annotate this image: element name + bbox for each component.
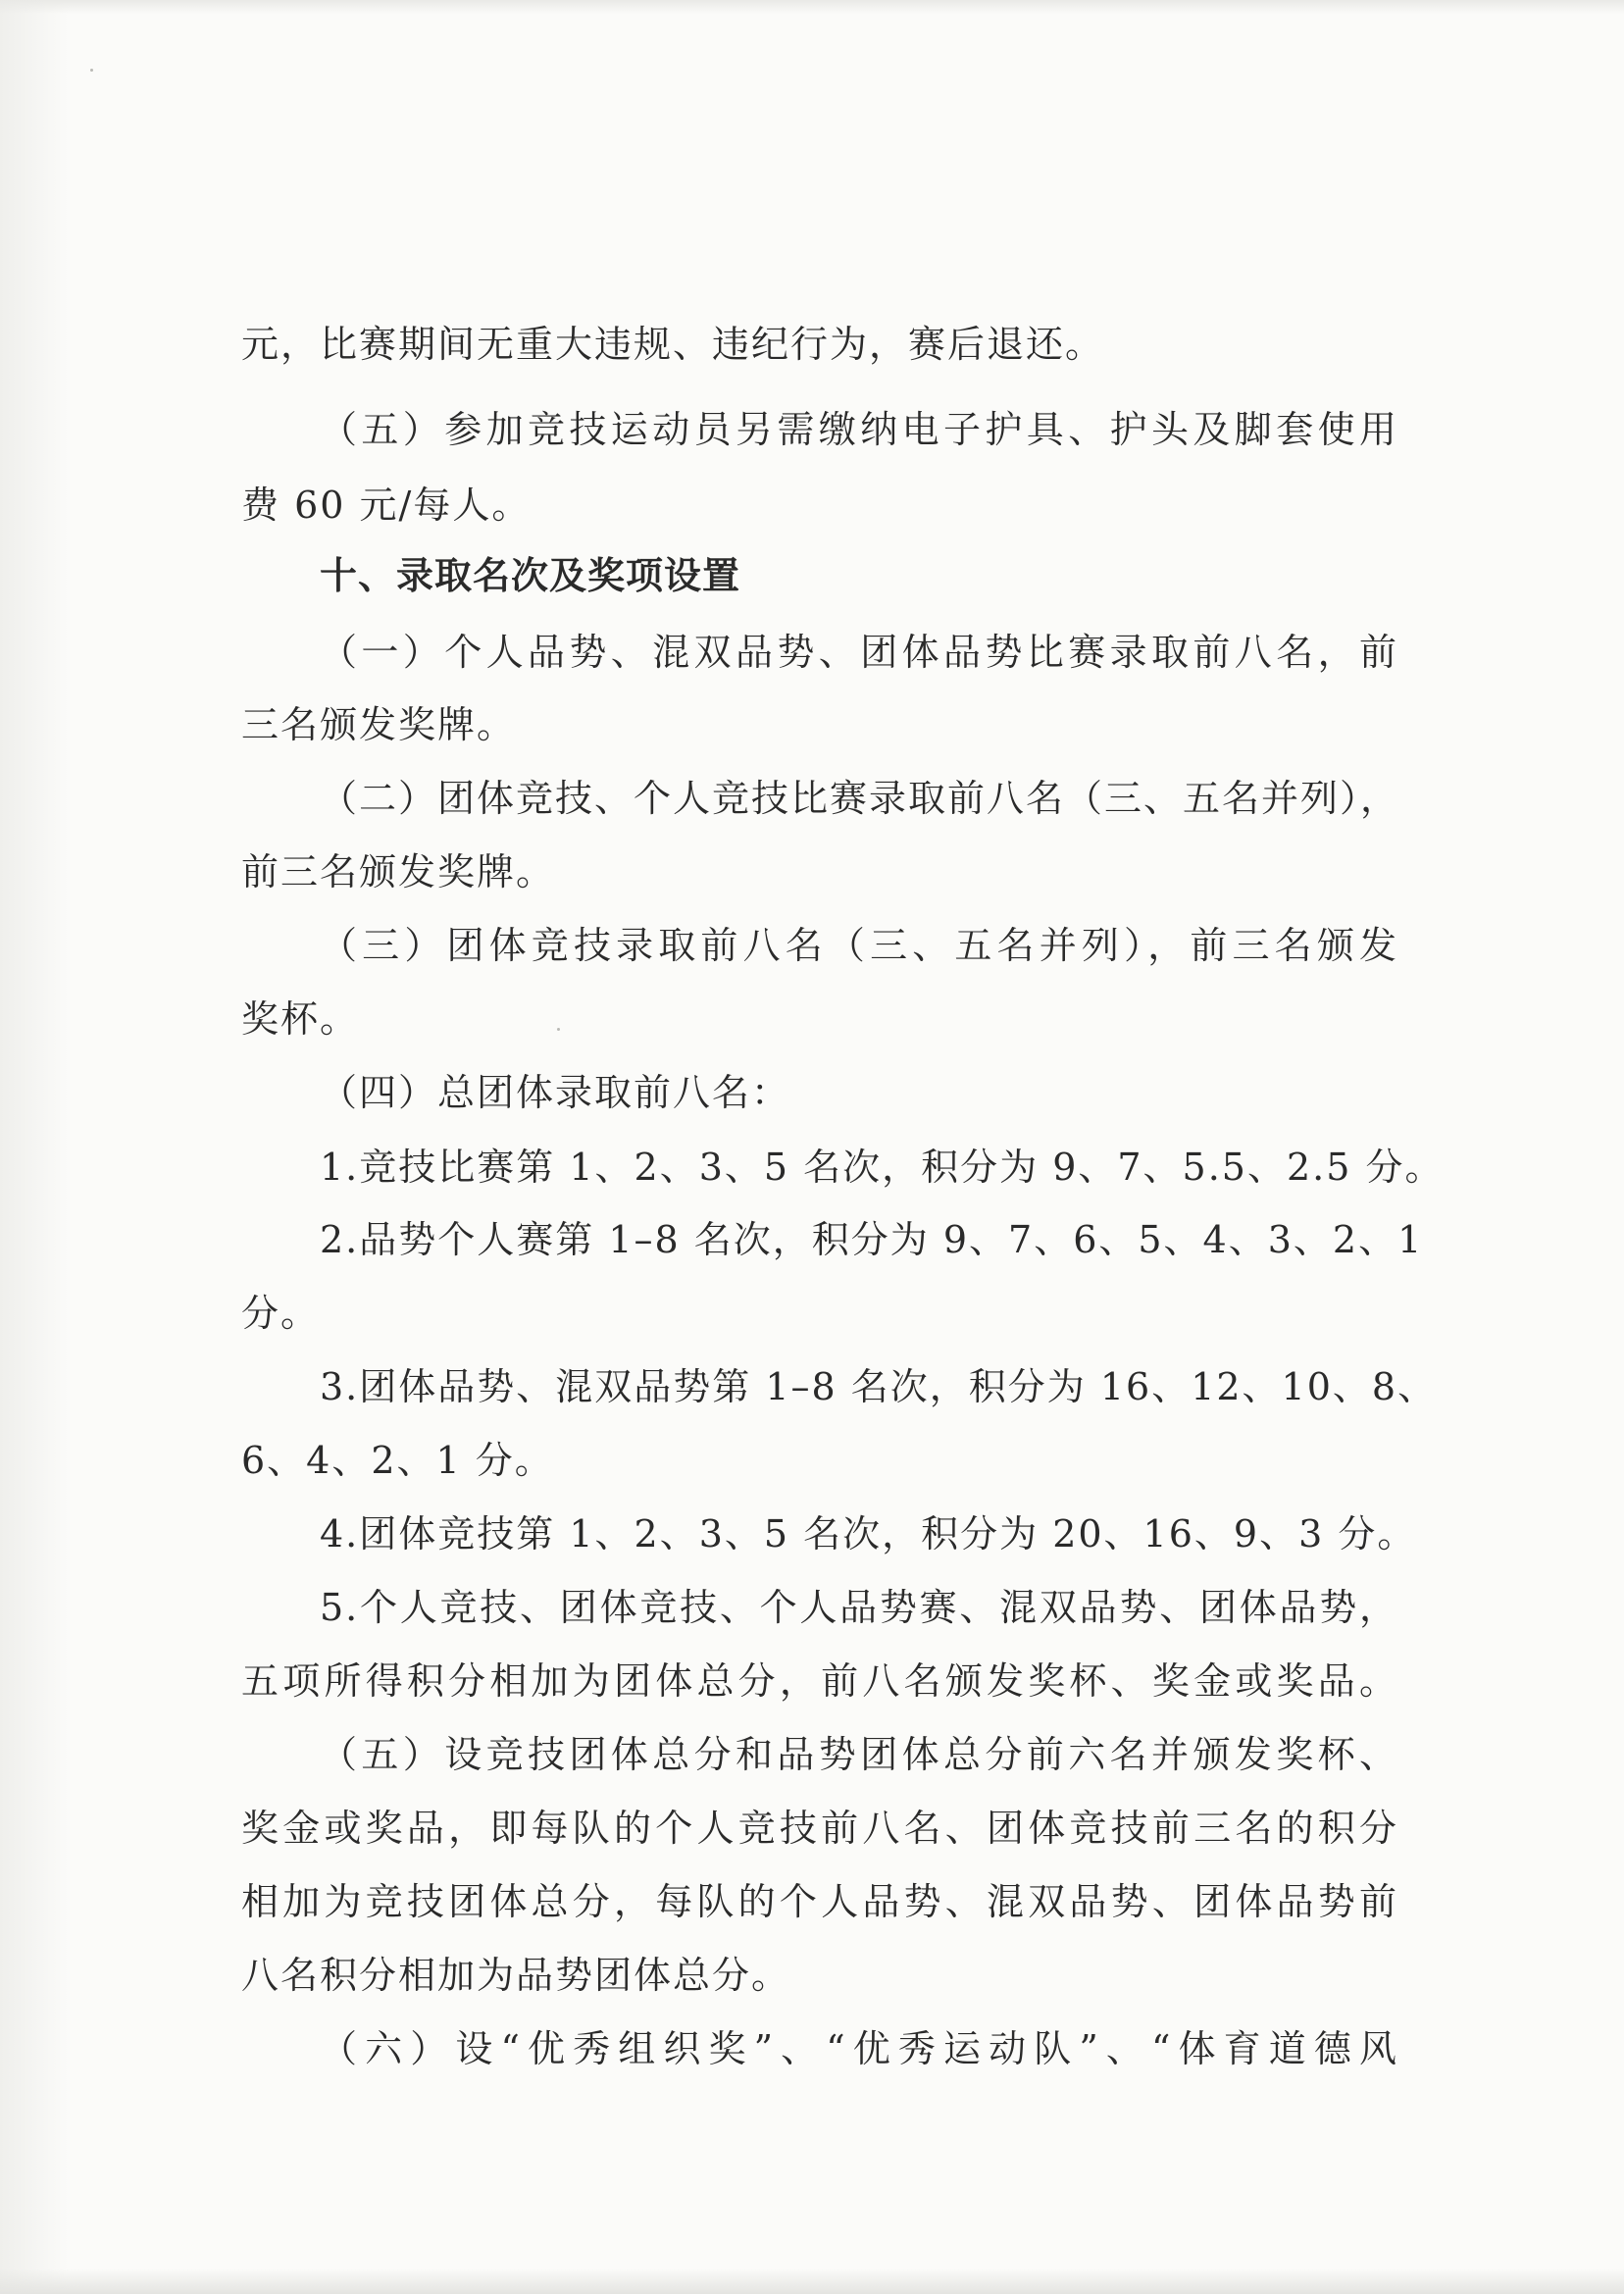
- paragraph-line: （五）设竞技团体总分和品势团体总分前六名并颁发奖杯、: [320, 1733, 1398, 1776]
- paragraph-line: 三名颁发奖牌。: [241, 703, 517, 746]
- paragraph-line: 费 60 元/每人。: [241, 484, 532, 527]
- paragraph-line: 元，比赛期间无重大违规、违纪行为，赛后退还。: [241, 323, 1105, 366]
- paragraph-line: 2.品势个人赛第 1–8 名次，积分为 9、7、6、5、4、3、2、1: [320, 1218, 1424, 1261]
- paragraph-line: 4.团体竞技第 1、2、3、5 名次，积分为 20、16、9、3 分。: [320, 1512, 1417, 1555]
- paragraph-line: 6、4、2、1 分。: [241, 1439, 554, 1482]
- paragraph-line: 1.竞技比赛第 1、2、3、5 名次，积分为 9、7、5.5、2.5 分。: [320, 1146, 1445, 1189]
- scan-shadow-bottom: [0, 2269, 1624, 2294]
- paragraph-line: 5.个人竞技、团体竞技、个人品势赛、混双品势、团体品势，: [320, 1586, 1398, 1629]
- paragraph-line: 五项所得积分相加为团体总分，前八名颁发奖杯、奖金或奖品。: [241, 1659, 1398, 1703]
- paragraph-line: （四）总团体录取前八名：: [320, 1071, 791, 1114]
- paragraph-line: （一）个人品势、混双品势、团体品势比赛录取前八名，前: [320, 631, 1398, 674]
- paragraph-line: 3.团体品势、混双品势第 1–8 名次，积分为 16、12、10、8、: [320, 1365, 1438, 1408]
- scan-shadow-left: [0, 0, 69, 2294]
- paragraph-line: 八名积分相加为品势团体总分。: [241, 1954, 791, 1997]
- scan-shadow-top: [0, 0, 1624, 14]
- scan-speck: [90, 69, 93, 72]
- paragraph-line: （三）团体竞技录取前八名（三、五名并列），前三名颁发: [320, 924, 1398, 967]
- paragraph-line: （六）设“优秀组织奖”、“优秀运动队”、“体育道德风: [320, 2027, 1398, 2070]
- paragraph-line: 相加为竞技团体总分，每队的个人品势、混双品势、团体品势前: [241, 1880, 1398, 1923]
- paragraph-line: 前三名颁发奖牌。: [241, 850, 556, 893]
- paragraph-line: （二）团体竞技、个人竞技比赛录取前八名（三、五名并列），: [320, 777, 1400, 820]
- paragraph-line: 奖杯。: [241, 997, 360, 1041]
- section-heading: 十、录取名次及奖项设置: [320, 554, 741, 597]
- paragraph-line: 奖金或奖品，即每队的个人竞技前八名、团体竞技前三名的积分: [241, 1807, 1398, 1850]
- paragraph-line: （五）参加竞技运动员另需缴纳电子护具、护头及脚套使用: [320, 408, 1398, 451]
- paragraph-line: 分。: [241, 1292, 321, 1335]
